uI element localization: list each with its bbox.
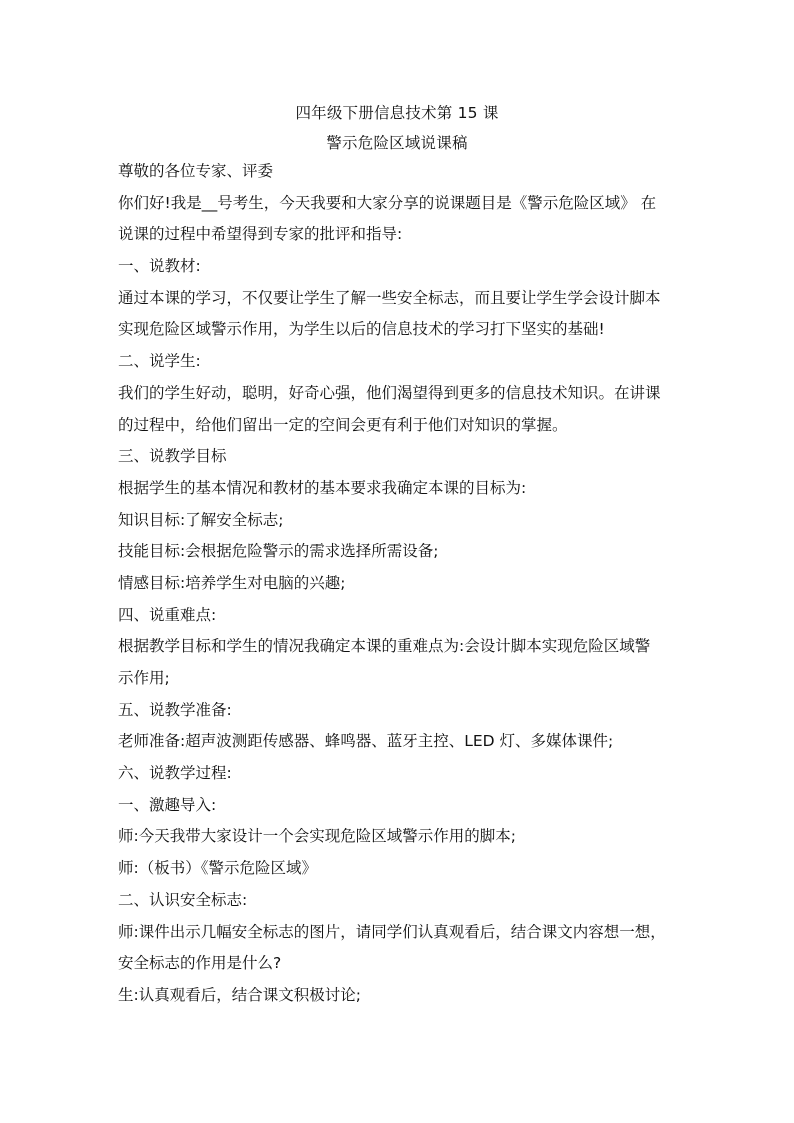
- text-line: 一、说教材:: [118, 257, 201, 276]
- text-line: 我们的学生好动，聪明，好奇心强，他们渴望得到更多的信息技术知识。在讲课: [118, 383, 661, 402]
- text-line: 技能目标:会根据危险警示的需求选择所需设备;: [118, 542, 439, 561]
- text-line: 师:今天我带大家设计一个会实现危险区域警示作用的脚本;: [118, 827, 516, 846]
- text-line: 六、说教学过程:: [118, 764, 232, 783]
- text-line: 老师准备:超声波测距传感器、蜂鸣器、蓝牙主控、LED 灯、多媒体课件;: [118, 732, 614, 751]
- text-line: 二、认识安全标志:: [118, 890, 248, 909]
- text-line: 你们好!我是__号考生，今天我要和大家分享的说课题目是《警示危险区域》 在: [118, 193, 657, 212]
- text-line: 生:认真观看后，结合课文积极讨论;: [118, 985, 361, 1004]
- document-body: [118, 156, 678, 1012]
- text-line: 的过程中，给他们留出一定的空间会更有利于他们对知识的掌握。: [118, 415, 568, 434]
- text-line: 根据教学目标和学生的情况我确定本课的重难点为:会设计脚本实现危险区域警: [118, 637, 651, 656]
- text-line: 四、说重难点:: [118, 605, 217, 624]
- text-line: 说课的过程中希望得到专家的批评和指导:: [118, 225, 403, 244]
- text-line: 根据学生的基本情况和教材的基本要求我确定本课的目标为:: [118, 478, 527, 497]
- document-title: 四年级下册信息技术第 15 课: [295, 104, 499, 122]
- title-block: [0, 98, 794, 158]
- text-line: 三、说教学目标: [118, 447, 227, 466]
- text-line: 知识目标:了解安全标志;: [118, 510, 284, 529]
- text-line: 通过本课的学习，不仅要让学生了解一些安全标志，而且要让学生学会设计脚本: [118, 288, 661, 307]
- text-line: 安全标志的作用是什么?: [118, 954, 282, 973]
- text-line: 一、激趣导入:: [118, 795, 217, 814]
- text-line: 情感目标:培养学生对电脑的兴趣;: [118, 573, 346, 592]
- text-line: 尊敬的各位专家、评委: [118, 162, 274, 180]
- text-line: 五、说教学准备:: [118, 700, 232, 719]
- text-line: 示作用;: [118, 669, 170, 687]
- text-line: 二、说学生:: [118, 352, 201, 371]
- text-line: 实现危险区域警示作用，为学生以后的信息技术的学习打下坚实的基础!: [118, 320, 605, 339]
- document-subtitle: 警示危险区域说课稿: [326, 134, 468, 152]
- text-line: 师:（板书）《警示危险区域》: [118, 859, 317, 878]
- text-line: 师:课件出示几幅安全标志的图片，请同学们认真观看后，结合课文内容想一想，: [118, 922, 666, 941]
